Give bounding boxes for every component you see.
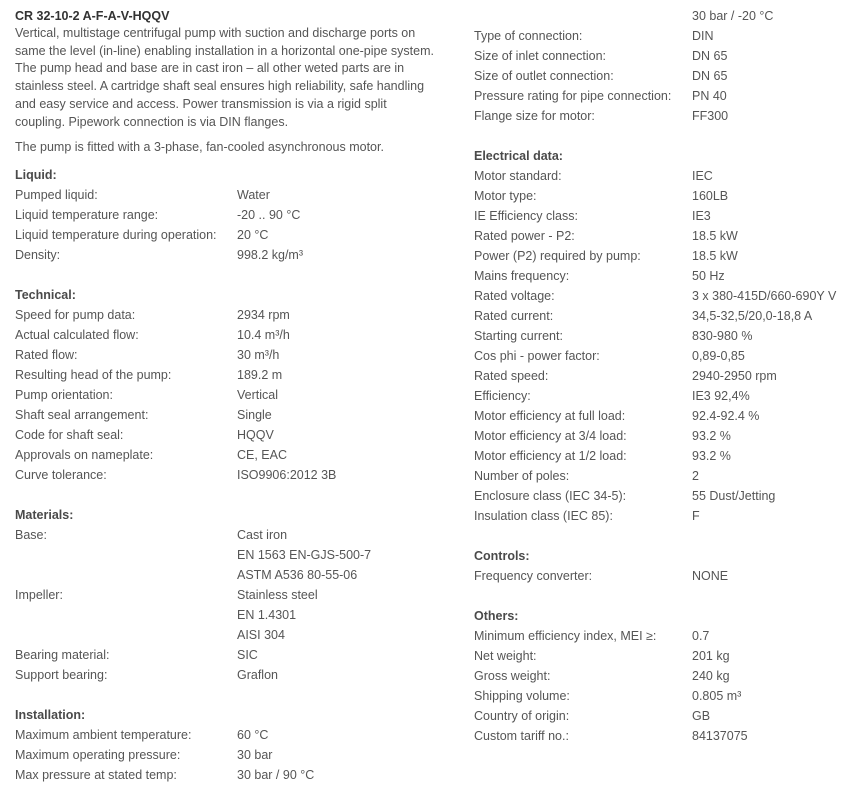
- description-line: stainless steel. A cartridge shaft seal ensures high reliability, safe handling: [15, 79, 425, 94]
- spec-row: [474, 286, 850, 306]
- spec-label: Impeller:: [15, 587, 63, 602]
- spec-row: [15, 345, 455, 365]
- spec-label: Maximum ambient temperature:: [15, 727, 192, 742]
- spec-value: 189.2 m: [237, 367, 283, 382]
- spec-row: [15, 525, 455, 545]
- spec-label: Max pressure at stated temp:: [15, 767, 177, 782]
- spec-label: Pump orientation:: [15, 387, 113, 402]
- spec-value: 0,89-0,85: [692, 349, 745, 363]
- spec-label: Size of outlet connection:: [474, 69, 614, 83]
- spec-value: 160LB: [692, 189, 729, 203]
- spec-row: [15, 545, 455, 565]
- spec-value: DN 65: [692, 69, 728, 83]
- spec-value: 50 Hz: [692, 269, 725, 283]
- spec-value: 2934 rpm: [237, 307, 290, 322]
- spec-label: Mains frequency:: [474, 269, 570, 283]
- spec-row: [15, 305, 455, 325]
- spec-value: Water: [237, 187, 270, 202]
- spec-row: [15, 465, 455, 485]
- spec-value: IE3 92,4%: [692, 389, 750, 403]
- spec-label: Rated flow:: [15, 347, 78, 362]
- spec-value: EN 1.4301: [237, 607, 297, 622]
- spec-label: Size of inlet connection:: [474, 49, 607, 63]
- spec-label: Rated speed:: [474, 369, 549, 383]
- spec-value: 18.5 kW: [692, 229, 738, 243]
- section-heading: Electrical data:: [474, 149, 563, 163]
- spec-value: FF300: [692, 109, 729, 123]
- spec-row: [15, 445, 455, 465]
- spec-value: 92.4-92.4 %: [692, 409, 760, 423]
- spec-row: [474, 386, 850, 406]
- spec-value: HQQV: [237, 427, 274, 442]
- spec-value: 84137075: [692, 729, 748, 743]
- spec-value: IEC: [692, 169, 713, 183]
- spec-value: Cast iron: [237, 527, 288, 542]
- left-column: [15, 0, 455, 785]
- spec-row: [15, 665, 455, 685]
- spec-label: Pumped liquid:: [15, 187, 98, 202]
- spec-label: Custom tariff no.:: [474, 729, 569, 743]
- spec-row: [474, 466, 850, 486]
- spec-row: [474, 226, 850, 246]
- spec-row: [474, 106, 850, 126]
- section-spacer: [474, 586, 850, 606]
- spec-value: Vertical: [237, 387, 278, 402]
- right-column: [474, 6, 850, 746]
- spec-value: 18.5 kW: [692, 249, 738, 263]
- spec-value: DN 65: [692, 49, 728, 63]
- spec-row: [15, 405, 455, 425]
- spec-label: Net weight:: [474, 649, 537, 663]
- spec-value: CE, EAC: [237, 447, 288, 462]
- spec-row: [474, 566, 850, 586]
- section-heading: Materials:: [15, 507, 74, 522]
- spec-value: 201 kg: [692, 649, 730, 663]
- spec-label: Motor efficiency at 1/2 load:: [474, 449, 627, 463]
- spec-row: [15, 585, 455, 605]
- spec-value: 30 m³/h: [237, 347, 280, 362]
- spec-value: 34,5-32,5/20,0-18,8 A: [692, 309, 813, 323]
- spec-row: [474, 706, 850, 726]
- spec-value: AISI 304: [237, 627, 285, 642]
- spec-row: [15, 225, 455, 245]
- spec-value: 55 Dust/Jetting: [692, 489, 776, 503]
- description-paragraph: [15, 25, 455, 131]
- spec-row: [474, 6, 850, 26]
- description-line: The pump head and base are in cast iron – all other weted parts are in: [15, 61, 405, 76]
- spec-value: 0.7: [692, 629, 710, 643]
- spec-value: 20 °C: [237, 227, 269, 242]
- spec-value: Graflon: [237, 667, 278, 682]
- spec-value: NONE: [692, 569, 729, 583]
- spec-value: 93.2 %: [692, 429, 731, 443]
- spec-label: Shaft seal arrangement:: [15, 407, 149, 422]
- right-spec-sections: [474, 6, 850, 746]
- section-heading: Technical:: [15, 287, 76, 302]
- spec-row: [15, 745, 455, 765]
- description-line: and easy service and access. Power transmission is via a rigid split: [15, 96, 387, 111]
- section-spacer: [15, 265, 455, 285]
- spec-value: ISO9906:2012 3B: [237, 467, 337, 482]
- spec-row: [15, 425, 455, 445]
- spec-label: Rated power - P2:: [474, 229, 575, 243]
- spec-row: [15, 605, 455, 625]
- spec-row: [15, 765, 455, 785]
- spec-row: [474, 366, 850, 386]
- spec-value: 93.2 %: [692, 449, 731, 463]
- spec-label: Pressure rating for pipe connection:: [474, 89, 672, 103]
- spec-label: Density:: [15, 247, 61, 262]
- spec-label: Number of poles:: [474, 469, 570, 483]
- spec-value: 30 bar / 90 °C: [237, 767, 315, 782]
- spec-value: GB: [692, 709, 711, 723]
- spec-value: IE3: [692, 209, 711, 223]
- spec-label: Shipping volume:: [474, 689, 570, 703]
- description-line: Vertical, multistage centrifugal pump with suction and discharge ports on: [15, 26, 416, 40]
- spec-row: [474, 346, 850, 366]
- spec-value: Stainless steel: [237, 587, 318, 602]
- spec-row: [474, 506, 850, 526]
- section-spacer: [474, 526, 850, 546]
- spec-label: Approvals on nameplate:: [15, 447, 154, 462]
- spec-row: [15, 205, 455, 225]
- spec-label: Efficiency:: [474, 389, 531, 403]
- spec-label: Country of origin:: [474, 709, 570, 723]
- spec-value: Single: [237, 407, 272, 422]
- spec-row: [15, 245, 455, 265]
- spec-label: Flange size for motor:: [474, 109, 595, 123]
- spec-row: [474, 186, 850, 206]
- spec-label: Type of connection:: [474, 29, 583, 43]
- section-heading: Controls:: [474, 549, 530, 563]
- spec-row: [15, 565, 455, 585]
- left-spec-sections: [15, 165, 455, 785]
- spec-row: [474, 246, 850, 266]
- spec-label: Power (P2) required by pump:: [474, 249, 641, 263]
- spec-value: 998.2 kg/m³: [237, 247, 304, 262]
- spec-value: EN 1563 EN-GJS-500-7: [237, 547, 372, 562]
- product-title: CR 32-10-2 A-F-A-V-HQQV: [15, 9, 170, 23]
- spec-value: DIN: [692, 29, 714, 43]
- spec-value: 2940-2950 rpm: [692, 369, 777, 383]
- spec-row: [15, 725, 455, 745]
- spec-label: Support bearing:: [15, 667, 108, 682]
- spec-value: 3 x 380-415D/660-690Y V: [692, 289, 837, 303]
- spec-label: IE Efficiency class:: [474, 209, 578, 223]
- spec-row: [474, 266, 850, 286]
- motor-note: The pump is fitted with a 3-phase, fan-cooled asynchronous motor.: [15, 140, 384, 155]
- spec-row: [15, 185, 455, 205]
- spec-value: 830-980 %: [692, 329, 753, 343]
- spec-label: Liquid temperature range:: [15, 207, 159, 222]
- spec-label: Speed for pump data:: [15, 307, 136, 322]
- spec-row: [474, 86, 850, 106]
- spec-label: Actual calculated flow:: [15, 327, 139, 342]
- spec-row: [474, 626, 850, 646]
- spec-label: Motor efficiency at full load:: [474, 409, 626, 423]
- spec-label: Rated voltage:: [474, 289, 555, 303]
- spec-value: 2: [692, 469, 699, 483]
- spec-label: Insulation class (IEC 85):: [474, 509, 613, 523]
- spec-row: [474, 46, 850, 66]
- spec-label: Motor standard:: [474, 169, 562, 183]
- section-spacer: [15, 485, 455, 505]
- section-heading: Installation:: [15, 707, 86, 722]
- spec-label: Code for shaft seal:: [15, 427, 124, 442]
- spec-row: [474, 426, 850, 446]
- spec-value: 10.4 m³/h: [237, 327, 290, 342]
- spec-label: Motor efficiency at 3/4 load:: [474, 429, 627, 443]
- spec-label: Minimum efficiency index, MEI ≥:: [474, 629, 657, 643]
- spec-label: Resulting head of the pump:: [15, 367, 172, 382]
- section-spacer: [15, 685, 455, 705]
- spec-label: Maximum operating pressure:: [15, 747, 181, 762]
- spec-row: [474, 666, 850, 686]
- spec-row: [474, 66, 850, 86]
- spec-row: [474, 646, 850, 666]
- spec-row: [474, 26, 850, 46]
- spec-value: -20 .. 90 °C: [237, 207, 301, 222]
- spec-value: ASTM A536 80-55-06: [237, 567, 358, 582]
- spec-label: Bearing material:: [15, 647, 110, 662]
- spec-row: [474, 726, 850, 746]
- description-line: coupling. Pipework connection is via DIN flanges.: [15, 114, 289, 129]
- spec-value: F: [692, 509, 700, 523]
- spec-row: [15, 325, 455, 345]
- spec-label: Enclosure class (IEC 34-5):: [474, 489, 627, 503]
- spec-row: [474, 486, 850, 506]
- spec-label: Rated current:: [474, 309, 554, 323]
- spec-row: [474, 446, 850, 466]
- spec-value: PN 40: [692, 89, 727, 103]
- spec-value: SIC: [237, 647, 258, 662]
- product-description: [15, 25, 455, 157]
- spec-row: [474, 206, 850, 226]
- spec-row: [474, 406, 850, 426]
- description-line: same the level (in-line) enabling installation in a horizontal one-pipe system.: [15, 43, 434, 58]
- spec-value: 0.805 m³: [692, 689, 742, 703]
- spec-label: Liquid temperature during operation:: [15, 227, 217, 242]
- spec-row: [474, 166, 850, 186]
- spec-label: Cos phi - power factor:: [474, 349, 600, 363]
- spec-label: Frequency converter:: [474, 569, 593, 583]
- spec-row: [15, 645, 455, 665]
- section-heading: Others:: [474, 609, 519, 623]
- spec-row: [474, 686, 850, 706]
- spec-label: Gross weight:: [474, 669, 551, 683]
- spec-label: Curve tolerance:: [15, 467, 107, 482]
- spec-row: [474, 306, 850, 326]
- spec-value: 30 bar: [237, 747, 273, 762]
- spec-row: [474, 326, 850, 346]
- spec-row: [15, 365, 455, 385]
- section-heading: Liquid:: [15, 167, 57, 182]
- spec-value: 30 bar / -20 °C: [692, 9, 774, 23]
- spec-label: Starting current:: [474, 329, 563, 343]
- spec-value: 60 °C: [237, 727, 269, 742]
- section-spacer: [474, 126, 850, 146]
- spec-row: [15, 385, 455, 405]
- spec-label: Base:: [15, 527, 47, 542]
- spec-value: 240 kg: [692, 669, 730, 683]
- spec-label: Motor type:: [474, 189, 537, 203]
- spec-row: [15, 625, 455, 645]
